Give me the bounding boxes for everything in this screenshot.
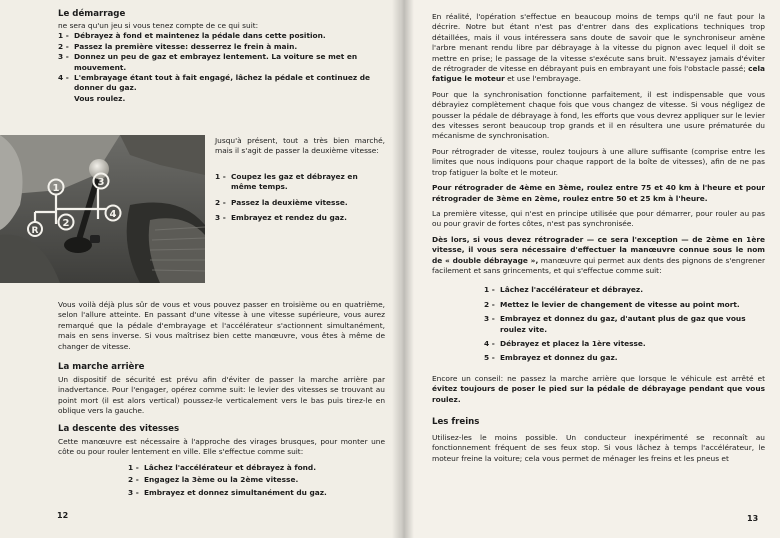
gear-label-2: 2	[62, 218, 70, 229]
right-page	[400, 0, 780, 538]
section-title-demarrage: Le démarrage	[58, 9, 126, 19]
right-text-column	[432, 12, 765, 464]
double-debrayage-steps	[484, 285, 754, 363]
book-gutter	[392, 0, 414, 538]
list-item: 2 - Passez la première vitesse: desserrez le frein à main.	[58, 41, 298, 51]
demarrage-closing: Vous roulez.	[74, 93, 126, 103]
conseil-paragraph: Encore un conseil: ne passez la marche arrière que lorsque le véhicule est arrêté et évitez toujours de poser le pied sur la pédale de débrayage pendant que vous roulez.	[432, 373, 765, 404]
downshift-paragraph: Pour rétrograder de vitesse, roulez toujours à une allure suffisante (comprise entre les limites que nous indiquons pour chaque rapport de la boîte de vitesses), afin de ne pas trop fatiguer la boîte et le moteur.	[432, 146, 765, 177]
demarrage-section	[58, 9, 386, 104]
list-item: 3 - Embrayez et rendez du gaz.	[215, 213, 347, 223]
list-item: 2 - Mettez le levier de changement de vitesse au point mort.	[484, 299, 740, 309]
page-number-left: 12	[57, 511, 69, 520]
double-debrayage-paragraph: Dès lors, si vous devez rétrograder — ce sera l'exception — de 2ème en 1ère vitesse, il vous sera nécessaire d'effectuer la manœuvre connue sous le nom de « double débrayage », manœuvre qui permet aux dents des pignons de s'engrener facilement et sans grincements, et qui s'effectue comme suit:	[432, 234, 765, 275]
section-title-marche-arriere: La marche arrière	[58, 362, 145, 372]
synchro-paragraph: En réalité, l'opération s'effectue en beaucoup moins de temps qu'il ne faut pour la décrire. Notre but étant n'est pas d'entrer dans des explications techniques trop détaillées, mais il vous intéressera sans doute de savoir que le synchroniseur amène l'arbre menant rendu libre par débrayage à la vitesse du pignon avec lequel il doit se mettre en prise; le passage de la vitesse s'exécute sans bruit. N'essayez jamais d'éviter de rétrograder de vitesse en débrayant puis en embrayant une fois l'obstacle passé; cela fatigue le moteur et use l'embrayage.	[432, 12, 765, 84]
summary-paragraph: Vous voilà déjà plus sûr de vous et vous pouvez passer en troisième ou en quatrième, selon l'allure atteinte. En passant d'une vitesse à une vitesse supérieure, vous aurez remarqué que la pédale d'embrayage et l'accélérateur s'actionnent simultanément, mais en sens inverse. Si vous maîtrisez bien cette manœuvre, vous êtes à même de changer de vitesse.	[58, 300, 385, 351]
second-gear-intro: Jusqu'à présent, tout a très bien marché, mais il s'agit de passer la deuxième vitesse:	[215, 136, 385, 156]
list-item: 5 - Embrayez et donnez du gaz.	[484, 353, 618, 363]
page-number-right: 13	[747, 514, 759, 523]
demarrage-intro: ne sera qu'un jeu si vous tenez compte de ce qui suit:	[58, 21, 259, 30]
demarrage-steps	[58, 31, 386, 93]
synchro-paragraph-2: Pour que la synchronisation fonctionne parfaitement, il est indispensable que vous débrayiez complètement chaque fois que vous changez de vitesse. Si vous négligez de pousser la pédale de débrayage à fond, les efforts que vous devrez appliquer sur le levier des vitesses seront beaucoup trop grands et il en résultera une usure prématurée du mécanisme de synchronisation.	[432, 89, 765, 141]
list-item: 1 - Lâchez l'accélérateur et débrayez à fond.	[128, 462, 317, 472]
gear-label-4: 4	[109, 209, 117, 220]
summary-block	[58, 300, 385, 352]
list-item: 1 - Coupez les gaz et débrayez en même temps.	[215, 171, 358, 192]
freins-text: Utilisez-les le moins possible. Un conducteur inexpérimenté se reconnaît au fonctionnement fréquent de ses feux stop. Si vous lâchez à temps l'accélérateur, le moteur freine la voiture; cela vous permet de ménager les freins et les pneus et	[432, 433, 765, 463]
section-title-freins: Les freins	[432, 417, 480, 427]
list-item: 4 - L'embrayage étant tout à fait engagé, lâchez la pédale et continuez de donner du gaz.	[58, 73, 371, 93]
gear-label-1: 1	[52, 183, 60, 194]
marche-arriere-section	[58, 362, 385, 417]
marche-arriere-text: Un dispositif de sécurité est prévu afin d'éviter de passer la marche arrière par inadvertance. Pour l'engager, opérez comme suit: le levier des vitesses se trouvant au point mort (il est alors vertical) poussez-le verticalement vers le bas puis tirez-le en oblique vers la gauche.	[58, 375, 385, 416]
list-item: 1 - Lâchez l'accélérateur et débrayez.	[484, 285, 644, 295]
descente-section	[58, 424, 385, 498]
descente-text: Cette manœuvre est nécessaire à l'approche des virages brusques, pour monter une côte ou pour rouler lentement en ville. Elle s'effectue comme suit:	[58, 437, 385, 457]
second-gear-section	[215, 136, 385, 228]
list-item: 1 - Débrayez à fond et maintenez la pédale dans cette position.	[58, 31, 326, 41]
second-gear-steps	[215, 172, 385, 224]
list-item: 3 - Embrayez et donnez du gaz, d'autant plus de gaz que vous roulez vite.	[484, 314, 746, 334]
list-item: 3 - Donnez un peu de gaz et embrayez lentement. La voiture se met en mouvement.	[58, 52, 358, 72]
first-gear-paragraph: La première vitesse, qui n'est en principe utilisée que pour démarrer, pour rouler au pas ou pour gravir de fortes côtes, n'est pas synchronisée.	[432, 208, 765, 229]
section-title-descente: La descente des vitesses	[58, 424, 180, 434]
list-item: 2 - Passez la deuxième vitesse.	[215, 197, 348, 207]
descente-steps	[128, 463, 368, 498]
gear-shift-photo	[0, 135, 205, 283]
list-item: 3 - Embrayez et donnez simultanément du gaz.	[128, 487, 327, 497]
gear-label-reverse: R	[31, 226, 39, 236]
gear-label-3: 3	[97, 177, 105, 188]
list-item: 4 - Débrayez et placez la 1ère vitesse.	[484, 338, 646, 348]
downshift-speeds: Pour rétrograder de 4ème en 3ème, roulez entre 75 et 40 km à l'heure et pour rétrograder de 3ème en 2ème, roulez entre 50 et 25 km à l'heure.	[432, 183, 765, 203]
list-item: 2 - Engagez la 3ème ou la 2ème vitesse.	[128, 475, 299, 485]
